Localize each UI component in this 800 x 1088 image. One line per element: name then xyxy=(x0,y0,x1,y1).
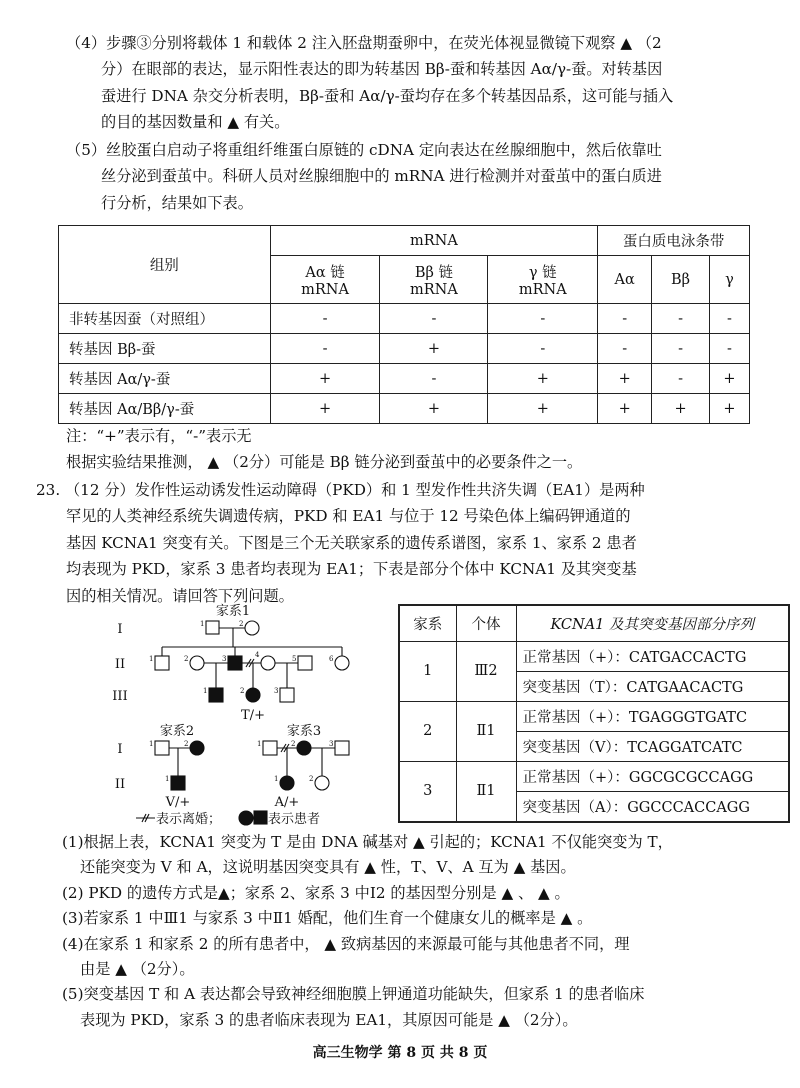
individual-number: 3 xyxy=(274,687,279,695)
pedigree-male xyxy=(280,688,294,702)
result-cell: - xyxy=(380,304,488,334)
pedigree-affected-male xyxy=(209,688,223,702)
individual-cell: Ⅱ1 xyxy=(456,701,516,761)
family-cell: 2 xyxy=(399,701,456,761)
header-mrna: mRNA xyxy=(270,226,598,256)
genotype-label: V/+ xyxy=(165,795,191,810)
mutant-sequence: 突变基因（A）：GGCCCACCAGG xyxy=(516,791,789,822)
individual-number: 2 xyxy=(291,740,296,748)
result-cell: + xyxy=(598,364,652,394)
text-line: 行分析，结果如下表。 xyxy=(101,193,253,212)
result-cell: + xyxy=(598,394,652,424)
individual-number: 2 xyxy=(239,620,244,628)
question-22-part-4 xyxy=(0,30,800,136)
individual-number: 4 xyxy=(255,651,260,659)
header-group: 组别 xyxy=(59,226,271,304)
text-line: （4）步骤③分别将载体 1 和载体 2 注入胚盘期蚕卵中，在荧光体视显微镜下观察 ▲ （2 xyxy=(66,34,662,52)
individual-numbers xyxy=(149,620,334,783)
result-cell: + xyxy=(488,394,598,424)
individual-number: 6 xyxy=(329,655,334,663)
text-line: 23. （12 分）发作性运动诱发性运动障碍（PKD）和 1 型发作性共济失调（EA1）是两种 xyxy=(36,481,645,499)
group-cell: 转基因 Bβ-蚕 xyxy=(59,334,271,364)
normal-sequence: 正常基因（+）：GGCGCGCCAGG xyxy=(516,761,789,791)
genotype-label: T/+ xyxy=(241,708,265,723)
subheader: Bβ xyxy=(652,256,710,304)
individual-number: 3 xyxy=(222,655,227,663)
page-footer: 高三生物学 第 8 页 共 8 页 xyxy=(312,1045,488,1061)
individual-number: 1 xyxy=(165,775,170,783)
result-cell: - xyxy=(598,304,652,334)
pedigree-chart xyxy=(100,595,396,827)
subheader: Bβ 链 mRNA xyxy=(380,256,488,304)
pedigree-female xyxy=(315,776,329,790)
mutant-sequence: 突变基因（V）：TCAGGATCATC xyxy=(516,731,789,761)
group-cell: 转基因 Aα/Bβ/γ-蚕 xyxy=(59,394,271,424)
header-protein: 蛋白质电泳条带 xyxy=(598,226,750,256)
question-23-intro xyxy=(0,477,800,609)
text-line: 表现为 PKD，家系 3 的患者临床表现为 EA1，其原因可能是 ▲ （2分）。 xyxy=(80,1010,578,1029)
mutant-sequence: 突变基因（T）：CATGAACACTG xyxy=(516,671,789,701)
table-row xyxy=(59,364,750,394)
pedigree-female xyxy=(335,656,349,670)
subheader: Aα xyxy=(598,256,652,304)
question-23-subquestions xyxy=(0,830,800,1033)
individual-cell: Ⅱ1 xyxy=(456,761,516,822)
result-cell: + xyxy=(380,334,488,364)
pedigree-affected-male xyxy=(228,656,242,670)
generation-label: III xyxy=(112,689,128,704)
text-line: 因的相关情况。请回答下列问题。 xyxy=(66,586,294,605)
result-cell: + xyxy=(270,394,380,424)
kcna1-sequence-table xyxy=(398,604,790,823)
text-line: 丝分泌到蚕茧中。科研人员对丝腺细胞中的 mRNA 进行检测并对蚕茧中的蛋白质进 xyxy=(101,167,662,186)
text-line: 还能突变为 V 和 A，这说明基因突变具有 ▲ 性，T、V、A 互为 ▲ 基因。 xyxy=(80,858,576,877)
result-cell: - xyxy=(710,304,750,334)
pedigree-male xyxy=(263,741,277,755)
individual-number: 1 xyxy=(200,620,205,628)
table-row xyxy=(59,334,750,364)
legend-affected-male xyxy=(254,811,267,824)
table-row xyxy=(399,701,789,731)
table-row xyxy=(399,641,789,671)
result-cell: + xyxy=(710,394,750,424)
pedigree-male xyxy=(155,656,169,670)
pedigree-male xyxy=(335,741,349,755)
pedigree-female xyxy=(261,656,275,670)
pedigree-affected-male xyxy=(171,776,185,790)
header-sequence: KCNA1 及其突变基因部分序列 xyxy=(516,605,789,641)
result-cell: + xyxy=(710,364,750,394)
individual-number: 3 xyxy=(329,740,334,748)
genotype-label: A/+ xyxy=(274,795,300,810)
normal-sequence: 正常基因（+）：TGAGGGTGATC xyxy=(516,701,789,731)
result-cell: - xyxy=(270,334,380,364)
pedigree-affected-female xyxy=(190,741,204,755)
generation-label: I xyxy=(117,742,123,757)
text-line: （5）丝胶蛋白启动子将重组纤维蛋白原链的 cDNA 定向表达在丝腺细胞中，然后依靠吐 xyxy=(66,141,662,159)
individual-number: 1 xyxy=(257,740,262,748)
subheader: γ 链 mRNA xyxy=(488,256,598,304)
text-line: (1)根据上表，KCNA1 突变为 T 是由 DNA 碱基对 ▲ 引起的；KCNA1 不仅能突变为 T， xyxy=(62,833,673,851)
group-cell: 非转基因蚕（对照组） xyxy=(59,304,271,334)
generation-label: I xyxy=(117,622,123,637)
header-family: 家系 xyxy=(399,605,456,641)
pedigree-affected-female xyxy=(246,688,260,702)
group-cell: 转基因 Aα/γ-蚕 xyxy=(59,364,271,394)
individual-number: 1 xyxy=(274,775,279,783)
family2-label: 家系2 xyxy=(159,724,195,739)
generation-label: II xyxy=(114,777,126,792)
text-line: (2) PKD 的遗传方式是▲；家系 2、家系 3 中Ⅰ2 的基因型分别是 ▲ 、 ▲ 。 xyxy=(62,883,570,902)
text-line: (5)突变基因 T 和 A 表达都会导致神经细胞膜上钾通道功能缺失，但家系 1 的患者临床 xyxy=(62,985,645,1004)
result-cell: + xyxy=(652,394,710,424)
pedigree-affected-female xyxy=(297,741,311,755)
subheader: Aα 链 mRNA xyxy=(270,256,380,304)
individual-number: 5 xyxy=(292,655,297,663)
individual-number: 1 xyxy=(203,687,208,695)
individual-number: 1 xyxy=(149,740,154,748)
question-22-part-5 xyxy=(0,137,800,216)
subheader: γ xyxy=(710,256,750,304)
text-line: (4)在家系 1 和家系 2 的所有患者中， ▲ 致病基因的来源最可能与其他患者不同，理 xyxy=(62,934,630,953)
individual-number: 1 xyxy=(149,655,154,663)
individual-number: 2 xyxy=(240,687,245,695)
individual-cell: Ⅲ2 xyxy=(456,641,516,701)
text-line: 均表现为 PKD，家系 3 患者均表现为 EA1；下表是部分个体中 KCNA1 及其突变基 xyxy=(66,560,637,579)
result-cell: - xyxy=(652,334,710,364)
result-cell: + xyxy=(270,364,380,394)
mrna-protein-table xyxy=(58,225,750,424)
header-individual: 个体 xyxy=(456,605,516,641)
legend-patient: 表示患者 xyxy=(268,812,321,827)
family-cell: 1 xyxy=(399,641,456,701)
family3-label: 家系3 xyxy=(286,724,322,739)
text-line: 的目的基因数量和 ▲ 有关。 xyxy=(101,113,290,132)
pedigree-male xyxy=(206,621,219,634)
legend-affected-female xyxy=(239,811,253,825)
text-line: 基因 KCNA1 突变有关。下图是三个无关联家系的遗传系谱图，家系 1、家系 2 患者 xyxy=(66,533,637,552)
note-text: 注：“+”表示有，“-”表示无 xyxy=(66,427,252,445)
family1-label: 家系1 xyxy=(215,604,251,619)
pedigree-female xyxy=(245,621,259,635)
result-cell: - xyxy=(710,334,750,364)
table-note xyxy=(0,423,800,476)
pedigree-female xyxy=(190,656,204,670)
conclusion-text: 根据实验结果推测， ▲ （2分）可能是 Bβ 链分泌到蚕茧中的必要条件之一。 xyxy=(66,453,583,472)
generation-label: II xyxy=(114,657,126,672)
individual-number: 2 xyxy=(184,655,189,663)
text-line: 分）在眼部的表达，显示阳性表达的即为转基因 Bβ-蚕和转基因 Aα/γ-蚕。对转基因 xyxy=(101,60,663,79)
family-cell: 3 xyxy=(399,761,456,822)
result-cell: - xyxy=(270,304,380,334)
result-cell: - xyxy=(488,304,598,334)
text-line: 由是 ▲ （2分）。 xyxy=(80,959,195,978)
result-cell: - xyxy=(598,334,652,364)
pedigree-affected-female xyxy=(280,776,294,790)
individual-number: 2 xyxy=(309,775,314,783)
text-line: 蚕进行 DNA 杂交分析表明，Bβ-蚕和 Aα/γ-蚕均存在多个转基因品系，这可能与插入 xyxy=(101,86,674,105)
result-cell: - xyxy=(652,364,710,394)
result-cell: - xyxy=(380,364,488,394)
table-row xyxy=(59,304,750,334)
text-line: 罕见的人类神经系统失调遗传病，PKD 和 EA1 与位于 12 号染色体上编码钾通道的 xyxy=(66,507,631,526)
pedigree-male xyxy=(155,741,169,755)
text-line: (3)若家系 1 中Ⅲ1 与家系 3 中Ⅱ1 婚配，他们生育一个健康女儿的概率是 ▲ 。 xyxy=(62,909,593,928)
table-row xyxy=(399,761,789,791)
result-cell: + xyxy=(380,394,488,424)
normal-sequence: 正常基因（+）：CATGACCACTG xyxy=(516,641,789,671)
result-cell: - xyxy=(488,334,598,364)
table-row xyxy=(59,394,750,424)
result-cell: - xyxy=(652,304,710,334)
individual-number: 2 xyxy=(184,740,189,748)
pedigree-male xyxy=(298,656,312,670)
legend-divorce: 表示离婚； xyxy=(156,812,222,827)
result-cell: + xyxy=(488,364,598,394)
